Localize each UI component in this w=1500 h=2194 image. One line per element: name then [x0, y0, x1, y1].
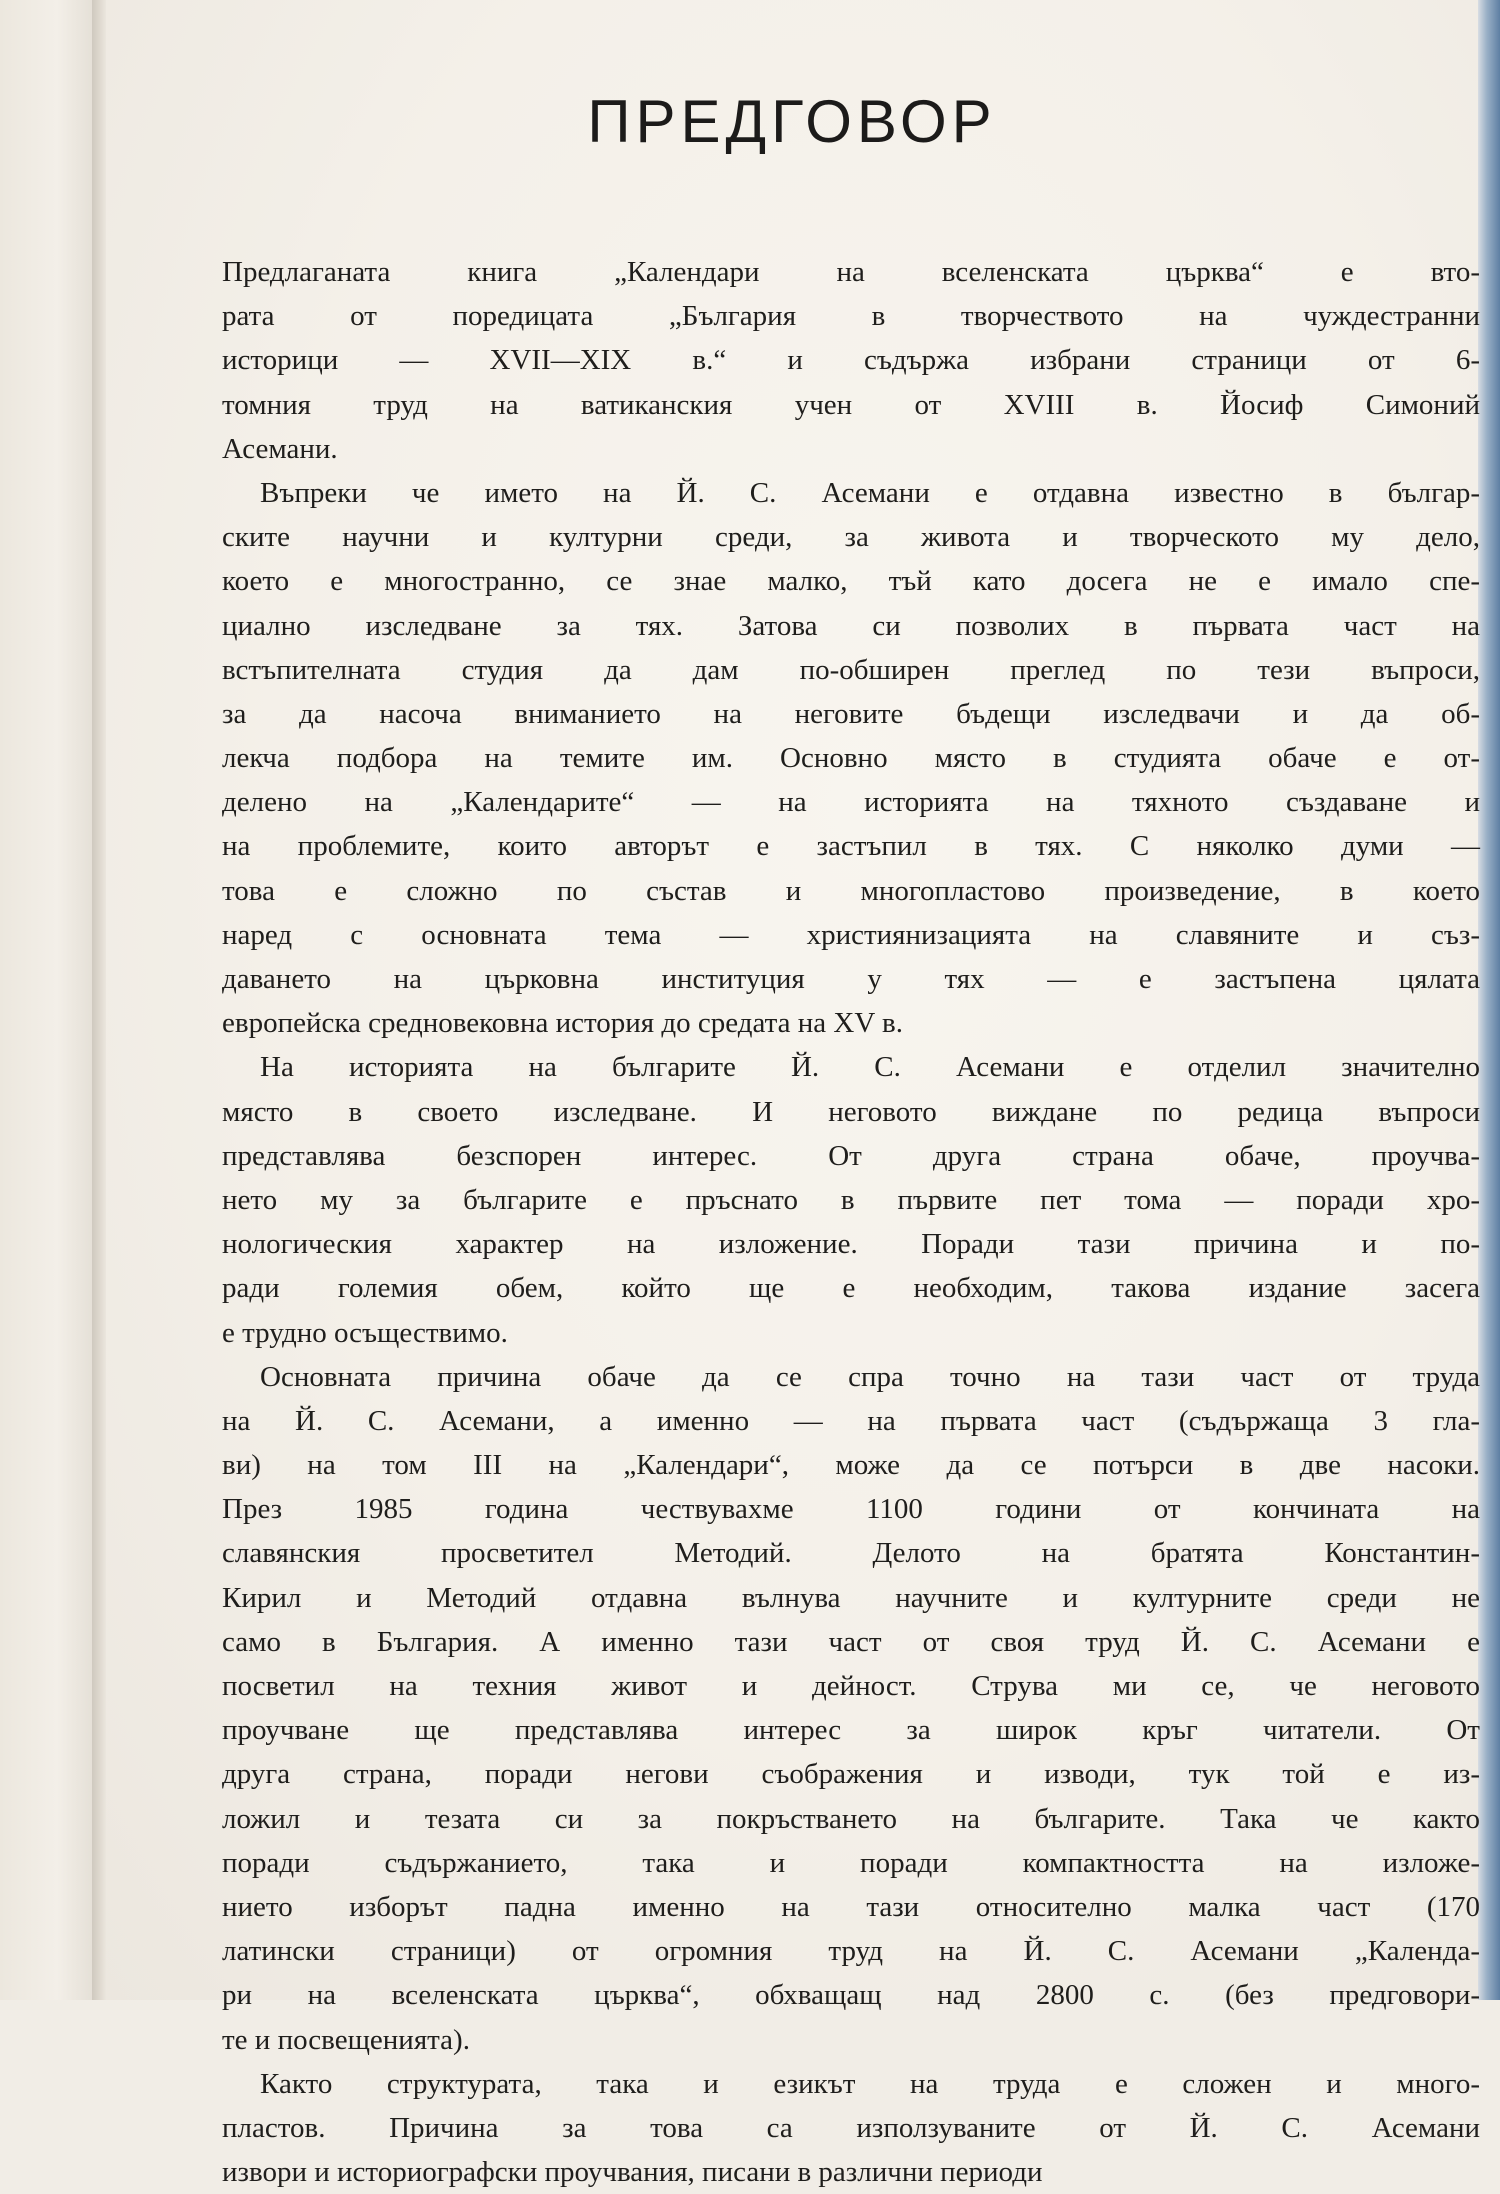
text-line: Предлаганата книга „Календари на вселенската църква“ е вто-: [222, 256, 1480, 288]
text-line: нето му за българите е пръснато в първите пет тома — поради хро-: [222, 1183, 1480, 1216]
text-line: представлява безспорен интерес. От друга страна обаче, проучва-: [222, 1139, 1480, 1172]
text-line: ските научни и културни среди, за живота и творческото му дело,: [222, 521, 1480, 554]
text-line: циално изследване за тях. Затова си позволих в първата част на: [222, 609, 1480, 642]
text-line: пластов. Причина за това са използуваните от Й. С. Асемани: [222, 2111, 1480, 2144]
text-line: встъпителната студия да дам по-обширен преглед по тези въпроси,: [222, 653, 1480, 686]
text-line: ради големия обем, който ще е необходим, такова издание засега: [222, 1272, 1480, 1305]
paragraph: [222, 1355, 1480, 2062]
text-line: Асемани.: [222, 432, 338, 465]
text-line: на Й. С. Асемани, а именно — на първата част (съдържаща 3 гла-: [222, 1404, 1480, 1437]
text-line: даването на църковна институция у тях — е застъпена цялата: [222, 963, 1480, 995]
text-line: томния труд на ватиканския учен от XVIII в. Йосиф Симоний: [222, 388, 1480, 421]
text-line: лекча подбора на темите им. Основно място в студията обаче е от-: [222, 742, 1480, 775]
paragraph: [222, 250, 1480, 471]
text-line: което е многостранно, се знае малко, тъй като досега не е имало спе-: [222, 565, 1480, 598]
text-line: През 1985 година чествувахме 1100 години от кончината на: [222, 1493, 1480, 1526]
left-page-edge: [0, 0, 95, 2000]
text-line: на проблемите, които авторът е застъпил в тях. С няколко думи —: [222, 830, 1480, 863]
text-line: нологическия характер на изложение. Поради тази причина и по-: [222, 1228, 1480, 1261]
text-line: посветил на техния живот и дейност. Струва ми се, че неговото: [222, 1670, 1480, 1702]
text-line: европейска средновековна история до средата на XV в.: [222, 1007, 903, 1040]
paragraph: [222, 2062, 1480, 2194]
text-line: делено на „Календарите“ — на историята на тяхното създаване и: [222, 786, 1480, 819]
text-line: поради съдържанието, така и поради компактността на изложе-: [222, 1846, 1480, 1879]
text-line: славянския просветител Методий. Делото на братята Константин-: [222, 1537, 1480, 1570]
text-line: латински страници) от огромния труд на Й. С. Асемани „Календа-: [222, 1935, 1480, 1968]
body-text: [222, 250, 1480, 2194]
text-line: друга страна, поради негови съображения и изводи, тук той е из-: [222, 1758, 1480, 1791]
text-line: Кирил и Методий отдавна вълнува научните и културните среди не: [222, 1581, 1480, 1614]
text-line: проучване ще представлява интерес за широк кръг читатели. От: [222, 1714, 1480, 1747]
text-line: за да насоча вниманието на неговите бъдещи изследвачи и да об-: [222, 697, 1480, 730]
text-line: рата от поредицата „България в творчеството на чуждестранни: [222, 300, 1480, 333]
text-line: нието изборът падна именно на тази относително малка част (170: [222, 1890, 1480, 1923]
right-edge-strip: [1478, 0, 1500, 2000]
text-line: те и посвещенията).: [222, 2023, 470, 2056]
paragraph: [222, 471, 1480, 1045]
text-line: наред с основната тема — християнизацията на славяните и съз-: [222, 918, 1480, 951]
paragraph: [222, 1045, 1480, 1354]
text-line: ложил и тезата си за покръстването на българите. Така че както: [222, 1802, 1480, 1835]
text-line: ри на вселенската църква“, обхващащ над 2800 с. (без предговори-: [222, 1979, 1480, 2012]
text-line: Както структурата, така и езикът на труда е сложен и много-: [260, 2067, 1480, 2100]
page-title: ПРЕДГОВОР: [587, 88, 997, 155]
text-line: е трудно осъществимо.: [222, 1316, 508, 1349]
text-line: извори и историографски проучвания, писани в различни периоди: [222, 2156, 1043, 2189]
text-line: само в България. А именно тази част от своя труд Й. С. Асемани е: [222, 1625, 1480, 1658]
text-line: Основната причина обаче да се спра точно на тази част от труда: [260, 1360, 1480, 1393]
text-line: историци — XVII—XIX в.“ и съдържа избрани страници от 6-: [222, 344, 1480, 377]
text-line: ви) на том III на „Календари“, може да се потърси в две насоки.: [222, 1449, 1480, 1482]
text-line: Въпреки че името на Й. С. Асемани е отдавна известно в българ-: [260, 476, 1480, 509]
text-line: На историята на българите Й. С. Асемани е отделил значително: [260, 1051, 1480, 1084]
text-line: това е сложно по състав и многопластово произведение, в което: [222, 874, 1480, 907]
book-gutter: [92, 0, 106, 2000]
text-line: място в своето изследване. И неговото виждане по редица въпроси: [222, 1095, 1480, 1128]
book-page: [106, 0, 1480, 2189]
